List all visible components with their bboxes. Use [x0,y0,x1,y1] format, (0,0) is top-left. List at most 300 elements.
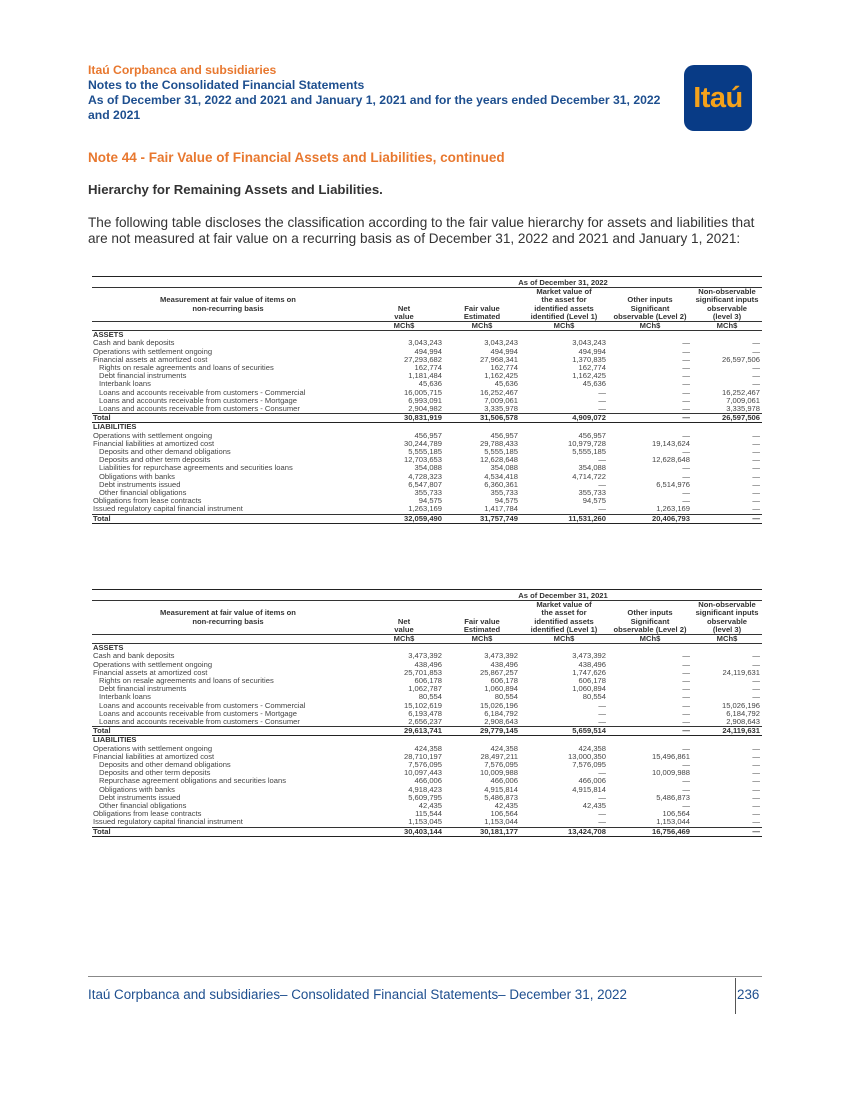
row-value: — [682,497,690,506]
row-value: 456,957 [578,431,606,440]
row-value: 6,993,091 [408,396,442,405]
row-value: 354,088 [414,464,442,473]
table-row [92,753,762,761]
row-value: 28,710,197 [403,752,442,761]
table-row [92,827,762,836]
row-value: 15,026,196 [721,701,760,710]
row-value: 4,909,072 [520,414,608,423]
row-value: — [682,372,690,381]
row-value: 4,728,323 [408,472,442,481]
row-label: Debt instruments issued [99,793,181,802]
row-value: — [682,364,690,373]
row-value: — [692,514,762,523]
row-label: Debt financial instruments [99,685,187,694]
row-label: Deposits and other term deposits [99,456,211,465]
row-value: 1,153,044 [484,818,518,827]
row-value: — [682,396,690,405]
row-value: 3,043,243 [408,339,442,348]
row-value: 1,062,787 [408,685,442,694]
row-value: 355,733 [578,489,606,498]
row-value [444,331,520,340]
row-value: 4,915,814 [484,785,518,794]
table-row [92,481,762,489]
table-row [92,339,762,347]
row-value: 466,006 [578,777,606,786]
footer-rule [88,976,762,977]
row-value: — [598,456,606,465]
level3-header [692,288,762,322]
col-header-line: identified assets [534,303,594,313]
col-header-line: identified (Level 1) [530,624,598,634]
row-value: 1,153,044 [656,818,690,827]
row-value: — [752,472,760,481]
row-value: — [752,464,760,473]
row-value: — [692,827,762,836]
table-row [92,348,762,356]
row-value: — [682,464,690,473]
row-value: 25,867,257 [479,668,518,677]
table-row [92,710,762,718]
row-label: Interbank loans [99,380,151,389]
row-value: 16,252,467 [479,388,518,397]
row-value: — [598,405,606,414]
row-value: 94,575 [418,497,442,506]
table-row [92,685,762,693]
col-header-line: non-recurring basis [192,303,264,313]
row-value: — [752,489,760,498]
level2-header [608,288,692,322]
col-header-line: Other inputs [627,608,673,618]
col-header-line: observable (Level 2) [613,311,687,321]
row-value: — [752,439,760,448]
row-value [520,736,608,745]
level2-header [608,601,692,635]
row-value: 2,904,982 [408,405,442,414]
table-row [92,414,762,423]
row-value: 24,119,631 [692,727,762,736]
row-value: — [682,489,690,498]
row-value: — [598,480,606,489]
row-value [692,423,762,432]
row-value: — [752,380,760,389]
row-value [692,644,762,653]
row-label: Loans and accounts receivable from customers - Mortgage [99,396,297,405]
document-title: Notes to the Consolidated Financial Statements [88,78,365,92]
row-value: 1,162,425 [484,372,518,381]
unit-header: MCh$ [364,635,444,644]
table-row [92,364,762,372]
row-value: — [752,364,760,373]
row-value: 28,497,211 [480,752,518,761]
row-value: 424,358 [490,744,518,753]
row-value: 5,486,873 [656,793,690,802]
row-value: 6,514,976 [656,480,690,489]
row-label: Obligations from lease contracts [93,810,202,819]
row-value: — [752,802,760,811]
row-value [520,423,608,432]
row-value: 20,406,793 [608,514,692,523]
row-value: — [598,810,606,819]
row-value: — [752,480,760,489]
row-label: Obligations from lease contracts [93,497,202,506]
page-number: 236 [737,987,760,1002]
row-value: 94,575 [582,497,606,506]
table-row [92,489,762,497]
row-value [692,736,762,745]
row-value: — [598,709,606,718]
row-value: 438,496 [578,660,606,669]
row-value: 3,473,392 [572,652,606,661]
row-value: 30,244,789 [403,439,442,448]
row-label: Rights on resale agreements and loans of securities [99,364,274,373]
row-value: — [752,752,760,761]
row-label: ASSETS [93,643,124,653]
row-value: 1,060,894 [484,685,518,694]
col-header-line: Fair value [464,303,500,313]
col-header-line: Measurement at fair value of items on [160,295,296,305]
row-value: 466,006 [490,777,518,786]
fair-value-table-2022 [92,276,762,524]
footer-text: Itaú Corpbanca and subsidiaries– Consolidated Financial Statements– December 31, 2022 [88,987,627,1002]
table-row [92,440,762,448]
row-value: 42,435 [494,802,518,811]
level1-header [520,288,608,322]
row-label: Financial assets at amortized cost [93,355,208,364]
table-row [92,505,762,514]
row-value: — [682,660,690,669]
unit-header: MCh$ [520,322,608,331]
row-label: Loans and accounts receivable from customers - Consumer [99,718,300,727]
table-row [92,818,762,827]
row-value: 1,747,626 [572,668,606,677]
row-value: 6,184,792 [484,709,518,718]
unit-header: MCh$ [444,635,520,644]
row-label: Repurchase agreement obligations and securities loans [99,777,287,786]
row-value: 6,193,478 [408,709,442,718]
row-value: 2,656,237 [408,718,442,727]
row-value: 3,043,243 [484,339,518,348]
row-value: 7,576,095 [572,761,606,770]
row-value: 106,564 [662,810,690,819]
table-row [92,389,762,397]
row-value: — [598,701,606,710]
row-label: Total [92,827,364,836]
row-value: 12,703,653 [403,456,442,465]
row-value: 10,009,988 [479,769,518,778]
row-value: — [752,777,760,786]
row-value: 438,496 [414,660,442,669]
col-header-line: value [394,624,414,634]
row-value: 7,009,061 [726,396,760,405]
unit-header: MCh$ [364,322,444,331]
row-value: 10,009,988 [651,769,690,778]
net-value-header [364,601,444,635]
row-value: 3,043,243 [572,339,606,348]
measurement-header [92,288,364,322]
col-header-line: (level 3) [712,624,742,634]
row-value: 7,009,061 [484,396,518,405]
table-row [92,405,762,414]
row-label: LIABILITIES [93,422,137,432]
row-value [364,331,444,340]
row-label: Operations with settlement ongoing [93,347,213,356]
row-value: 3,473,392 [484,652,518,661]
row-value: 19,143,624 [651,439,690,448]
row-value: — [752,769,760,778]
row-label: Deposits and other demand obligations [99,761,231,770]
col-header-line: Non-observable [698,287,756,297]
row-value: 16,005,715 [403,388,442,397]
row-value: — [682,405,690,414]
table-row [92,761,762,769]
row-value: 1,060,894 [572,685,606,694]
row-value: 1,153,045 [408,818,442,827]
row-value: 424,358 [578,744,606,753]
table-row [92,677,762,685]
row-value: — [682,744,690,753]
row-value: 438,496 [490,660,518,669]
row-value: 355,733 [414,489,442,498]
row-value: 7,576,095 [408,761,442,770]
col-header-line: significant inputs [695,608,759,618]
row-value: — [598,396,606,405]
col-header-line: identified (Level 1) [530,311,598,321]
row-label: ASSETS [93,330,124,340]
row-value [520,644,608,653]
row-label: Obligations with banks [99,472,175,481]
table-row [92,661,762,669]
net-value-header [364,288,444,322]
row-value: 5,609,795 [408,793,442,802]
row-value: — [752,810,760,819]
row-value: — [752,431,760,440]
row-value [692,331,762,340]
row-value: — [752,448,760,457]
row-value: — [598,818,606,827]
row-label: Financial liabilities at amortized cost [93,752,215,761]
row-value: 13,000,350 [567,752,606,761]
intro-paragraph: The following table discloses the classification according to the fair value hierarchy for assets and liabilities that are not measured at fair value on a recurring basis as of December 31, 2022 and 2021 and January 1, 2021: [88,215,755,246]
row-value: 606,178 [578,677,606,686]
row-value: — [598,388,606,397]
col-header-line: Non-observable [698,600,756,610]
row-value [608,331,692,340]
col-header-line: non-recurring basis [192,616,264,626]
col-header-line: value [394,311,414,321]
row-value: — [752,693,760,702]
table-row [92,652,762,660]
row-value: 162,774 [490,364,518,373]
row-label: Rights on resale agreements and loans of securities [99,677,274,686]
row-value: 115,544 [415,810,442,819]
col-header-line: observable [706,303,748,313]
row-label: Other financial obligations [99,489,187,498]
row-value: — [682,802,690,811]
table-row [92,777,762,785]
unit-header: MCh$ [444,322,520,331]
unit-header: MCh$ [692,322,762,331]
row-value: 3,335,978 [484,405,518,414]
table-row [92,432,762,440]
row-value: 80,554 [494,693,518,702]
row-value: 106,564 [490,810,518,819]
col-header-line: Fair value [464,616,500,626]
col-header-line: Measurement at fair value of items on [160,608,296,618]
page-number-separator [735,978,736,1014]
table-row [92,718,762,727]
level3-header [692,601,762,635]
row-value: 12,628,648 [479,456,518,465]
row-value: 424,358 [414,744,442,753]
row-label: Issued regulatory capital financial instrument [93,818,243,827]
row-value: 354,088 [578,464,606,473]
as-of-header: As of December 31, 2021 [364,592,762,601]
fair-value-header [444,288,520,322]
row-value: — [682,339,690,348]
row-label: LIABILITIES [93,735,137,745]
row-value: 42,435 [582,802,606,811]
row-value: — [682,355,690,364]
row-label: Interbank loans [99,693,151,702]
col-header-line: Net [397,303,411,313]
row-value: 4,714,722 [572,472,606,481]
table-row [92,397,762,405]
row-value: 494,994 [414,347,442,356]
row-value: 45,636 [582,380,606,389]
table-row [92,702,762,710]
row-value: — [752,793,760,802]
row-value: — [752,372,760,381]
col-header-line: Estimated [463,624,501,634]
row-value [520,331,608,340]
row-value: — [682,347,690,356]
row-value: — [598,718,606,727]
row-value [608,644,692,653]
row-label: Obligations with banks [99,785,175,794]
row-value: 13,424,708 [520,827,608,836]
row-value [364,736,444,745]
row-label: Operations with settlement ongoing [93,431,213,440]
note-title: Note 44 - Fair Value of Financial Assets and Liabilities, continued [88,150,505,165]
row-value: 456,957 [414,431,442,440]
table-row [92,644,762,653]
row-value: 456,957 [490,431,518,440]
row-label: Debt instruments issued [99,480,181,489]
row-value: — [682,448,690,457]
row-value: 7,576,095 [484,761,518,770]
row-label: Financial assets at amortized cost [93,668,208,677]
fair-value-table-2021 [92,589,762,837]
row-value: — [752,505,760,514]
row-label: Financial liabilities at amortized cost [93,439,215,448]
table-row [92,331,762,340]
row-value: 355,733 [490,489,518,498]
col-header-line: Other inputs [627,295,673,305]
table-row [92,464,762,472]
row-label: Cash and bank deposits [93,339,175,348]
row-value: 12,628,648 [651,456,690,465]
row-value: 162,774 [578,364,606,373]
row-value: 494,994 [578,347,606,356]
row-value: — [752,785,760,794]
row-value: — [682,380,690,389]
table-row [92,802,762,810]
row-value: 6,547,807 [408,480,442,489]
row-value: 1,370,835 [572,355,606,364]
row-value: 29,613,741 [364,727,444,736]
row-value: 11,531,260 [520,514,608,523]
table-row [92,669,762,677]
row-value: 94,575 [494,497,518,506]
row-value: — [682,701,690,710]
row-label: Cash and bank deposits [93,652,175,661]
document-header [88,63,688,123]
row-value: 1,181,484 [408,372,442,381]
row-value: 26,597,506 [721,355,760,364]
row-value: 5,555,185 [484,448,518,457]
row-value: 4,918,423 [408,785,442,794]
period-line-2: and 2021 [88,108,141,122]
col-header-line: Significant [630,616,670,626]
row-label: Total [92,414,364,423]
row-value: 31,506,578 [444,414,520,423]
table-row [92,356,762,364]
row-value: 27,293,682 [403,355,442,364]
row-value: 25,701,853 [403,668,442,677]
row-value: 30,403,144 [364,827,444,836]
row-value: 45,636 [418,380,442,389]
row-value: — [608,727,692,736]
row-value: — [752,818,760,827]
unit-header: MCh$ [608,635,692,644]
row-value: 5,555,185 [408,448,442,457]
section-subtitle: Hierarchy for Remaining Assets and Liabilities. [88,182,383,197]
level1-header [520,601,608,635]
row-label: Liabilities for repurchase agreements and securities loans [99,464,293,473]
row-value: 1,417,784 [484,505,518,514]
row-value: 5,486,873 [484,793,518,802]
row-value: 5,555,185 [572,448,606,457]
row-value: — [682,693,690,702]
row-value: 16,252,467 [721,388,760,397]
measurement-header [92,601,364,635]
row-value: 26,597,506 [692,414,762,423]
row-value: — [752,339,760,348]
row-value: — [608,414,692,423]
row-value: 10,097,443 [403,769,442,778]
col-header-line: Net [397,616,411,626]
row-value: 162,774 [414,364,442,373]
row-value [444,736,520,745]
row-value: 30,831,919 [364,414,444,423]
row-value: 42,435 [418,802,442,811]
col-header-line: observable (Level 2) [613,624,687,634]
row-label: Total [92,514,364,523]
row-value: 45,636 [494,380,518,389]
row-value: 15,102,619 [403,701,442,710]
col-header-line: the asset for [541,295,587,305]
row-value: 24,119,631 [722,668,760,677]
row-value: — [682,685,690,694]
row-value [444,644,520,653]
row-value: 1,263,169 [656,505,690,514]
row-label: Loans and accounts receivable from customers - Commercial [99,388,306,397]
row-value: — [752,347,760,356]
unit-header: MCh$ [520,635,608,644]
row-label: Debt financial instruments [99,372,187,381]
period-line-1: As of December 31, 2022 and 2021 and January 1, 2021 and for the years ended December 31, 2022 [88,93,661,107]
row-value: 4,915,814 [572,785,606,794]
